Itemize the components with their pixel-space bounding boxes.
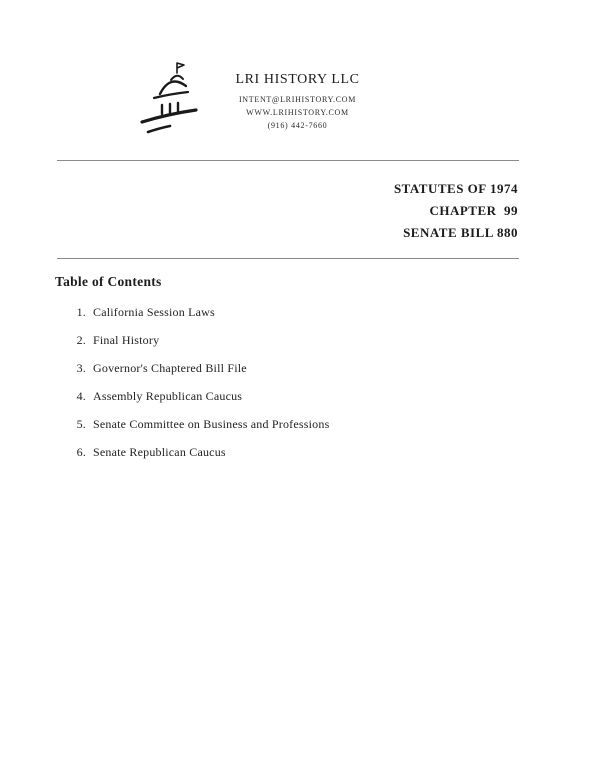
toc-item	[70, 389, 500, 404]
toc-item-number: 4.	[76, 389, 86, 403]
divider-bottom	[57, 258, 519, 259]
toc-item-number: 2.	[76, 333, 86, 347]
company-email: INTENT@LRIHISTORY.COM	[238, 95, 357, 104]
toc-item-label: Assembly Republican Caucus	[93, 389, 243, 403]
company-phone: (916) 442-7660	[267, 121, 328, 130]
toc-item-number: 3.	[76, 361, 86, 375]
toc-list	[70, 305, 500, 473]
document-info-block	[394, 178, 518, 244]
company-name: LRI HISTORY LLC	[235, 72, 360, 87]
toc-item-label: California Session Laws	[93, 305, 215, 319]
bill-line: SENATE BILL 880	[403, 225, 518, 240]
toc-item-label: Governor's Chaptered Bill File	[93, 361, 247, 375]
toc-item-label: Senate Committee on Business and Professions	[93, 417, 330, 431]
capitol-logo-icon	[138, 60, 202, 140]
toc-item-number: 1.	[76, 305, 86, 319]
company-website: WWW.LRIHISTORY.COM	[246, 108, 349, 117]
toc-item	[70, 417, 500, 432]
toc-item-number: 5.	[76, 417, 86, 431]
toc-title: Table of Contents	[55, 274, 162, 289]
toc-item-label: Final History	[93, 333, 160, 347]
toc-item	[70, 333, 500, 348]
toc-item	[70, 305, 500, 320]
firm-identity-block	[205, 72, 390, 132]
toc-item-label: Senate Republican Caucus	[93, 445, 226, 459]
toc-item-number: 6.	[76, 445, 86, 459]
toc-item	[70, 445, 500, 460]
toc-item	[70, 361, 500, 376]
statutes-line: STATUTES OF 1974	[393, 181, 518, 196]
chapter-line: CHAPTER 99	[429, 203, 518, 218]
divider-top	[57, 160, 519, 161]
